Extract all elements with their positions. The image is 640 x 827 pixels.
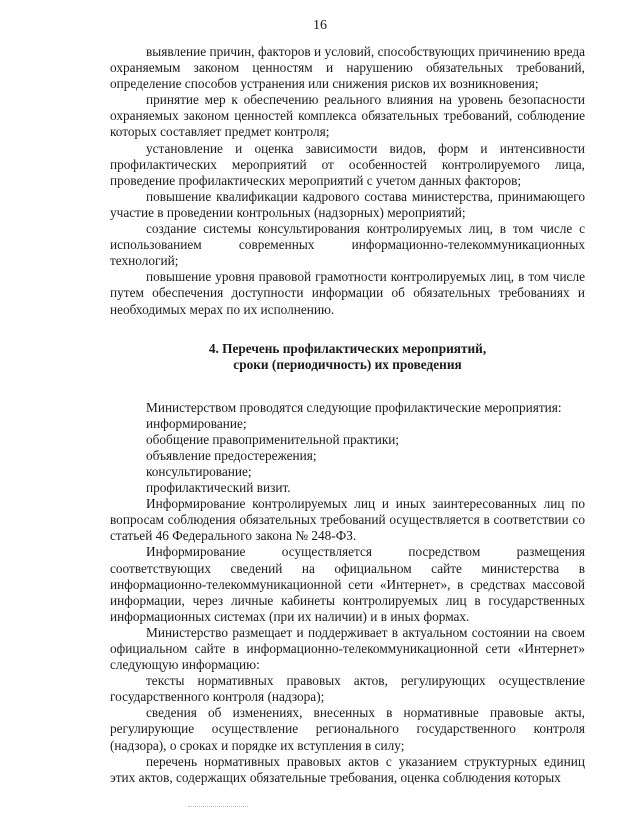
paragraph: Информирование контролируемых лиц и иных заинтересованных лиц по вопросам соблюдения обязательных требований осуществляется в соответствии со статьей 46 Федерального закона № 248-ФЗ. xyxy=(110,496,585,544)
paragraph: сведения об изменениях, внесенных в нормативные правовые акты, регулирующие осуществление регионального государственного контроля (надзора), о сроках и порядке их вступления в силу; xyxy=(110,705,585,753)
paragraph: выявление причин, факторов и условий, способствующих причинению вреда охраняемым законом ценностям и нарушению обязательных требований, определение способов устранения или снижения рисков их возникновения; xyxy=(110,44,585,92)
paragraph: повышение уровня правовой грамотности контролируемых лиц, в том числе путем обеспечения доступности информации об обязательных требованиях и необходимых мерах по их исполнению. xyxy=(110,269,585,317)
list-item: консультирование; xyxy=(146,463,252,479)
section-heading xyxy=(110,341,585,374)
list-item: обобщение правоприменительной практики; xyxy=(146,431,400,447)
paragraph: Министерство размещает и поддерживает в актуальном состоянии на своем официальном сайте в информационно-телекоммуникационной сети «Интернет» следующую информацию: xyxy=(110,624,585,673)
paragraph: тексты нормативных правовых актов, регулирующих осуществление государственного контроля (надзора); xyxy=(110,673,585,705)
paragraph: создание системы консультирования контролируемых лиц, в том числе с использованием современных информационно-телекоммуникационных технологий; xyxy=(110,221,585,269)
paragraph: повышение квалификации кадрового состава министерства, принимающего участие в проведении контрольных (надзорных) мероприятий; xyxy=(110,188,585,220)
section-heading-line-2: сроки (периодичность) их проведения xyxy=(233,357,462,373)
list-item: профилактический визит. xyxy=(146,480,291,496)
paragraph: принятие мер к обеспечению реального влияния на уровень безопасности охраняемых законом ценностей комплекса обязательных требований, соблюдение которых составляет предмет контроля; xyxy=(110,92,585,140)
document-body xyxy=(110,44,585,786)
paragraph: Министерством проводятся следующие профилактические мероприятия: xyxy=(146,399,562,415)
list-item: объявление предостережения; xyxy=(146,447,317,463)
list-item: информирование; xyxy=(146,415,247,431)
scan-artifact xyxy=(188,806,248,808)
paragraph: перечень нормативных правовых актов с указанием структурных единиц этих актов, содержащих обязательные требования, оценка соблюдения которых xyxy=(110,753,585,785)
page-number: 16 xyxy=(313,18,327,33)
section-heading-line-1: 4. Перечень профилактических мероприятий, xyxy=(208,340,487,356)
paragraph: установление и оценка зависимости видов, форм и интенсивности профилактических мероприятий от особенностей контролируемого лица, проведение профилактических мероприятий с учетом данных факторов; xyxy=(110,140,585,188)
paragraph: Информирование осуществляется посредством размещения соответствующих сведений на официальном сайте министерства в информационно-телекоммуникационной сети «Интернет», в средствах массовой информации, через личные кабинеты контролируемых лиц в государственных информационных системах (при их наличии) и в иных формах. xyxy=(110,544,585,624)
